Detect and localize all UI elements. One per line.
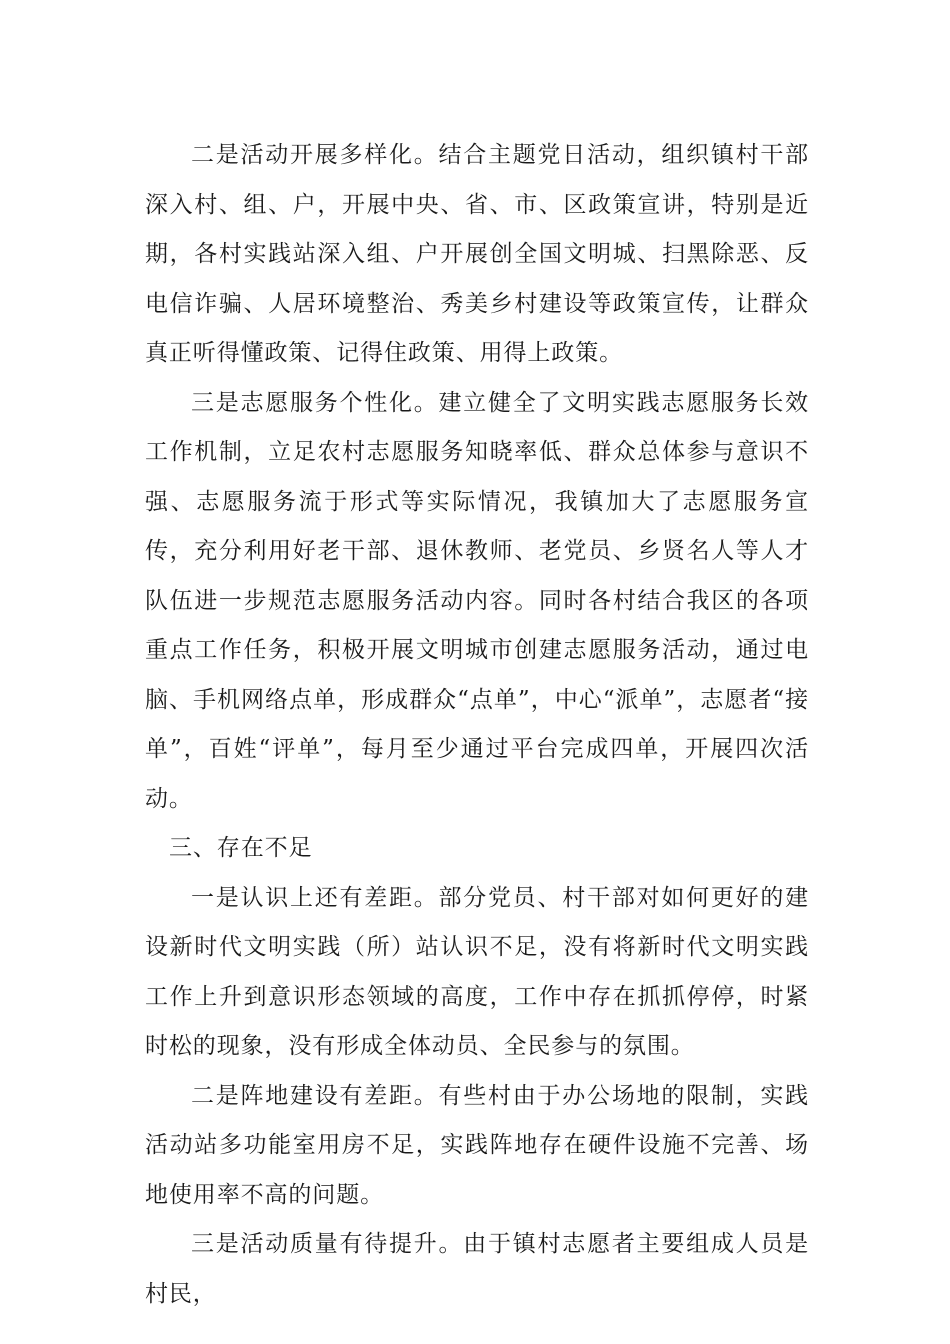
paragraph-shortcoming-awareness: 一是认识上还有差距。部分党员、村干部对如何更好的建设新时代文明实践（所）站认识不足，没有将新时代文明实践工作上升到意识形态领域的高度，工作中存在抓抓停停，时紧时松的现象，没有形成全体动员、全民参与的氛围。	[145, 884, 809, 1059]
paragraph-activities-diversified: 二是活动开展多样化。结合主题党日活动，组织镇村干部深入村、组、户，开展中央、省、市、区政策宣讲，特别是近期，各村实践站深入组、户开展创全国文明城、扫黑除恶、反电信诈骗、人居环境整治、秀美乡村建设等政策宣传，让群众真正听得懂政策、记得住政策、用得上政策。	[145, 142, 809, 366]
section-heading-shortcomings: 三、存在不足	[169, 835, 313, 861]
paragraph-shortcoming-facilities: 二是阵地建设有差距。有些村由于办公场地的限制，实践活动站多功能室用房不足，实践阵地存在硬件设施不完善、场地使用率不高的问题。	[145, 1082, 809, 1208]
paragraph-shortcoming-quality: 三是活动质量有待提升。由于镇村志愿者主要组成人员是村民，	[145, 1231, 809, 1307]
paragraph-volunteer-service: 三是志愿服务个性化。建立健全了文明实践志愿服务长效工作机制，立足农村志愿服务知晓率低、群众总体参与意识不强、志愿服务流于形式等实际情况，我镇加大了志愿服务宣传，充分利用好老干部、退休教师、老党员、乡贤名人等人才队伍进一步规范志愿服务活动内容。同时各村结合我区的各项重点工作任务，积极开展文明城市创建志愿服务活动，通过电脑、手机网络点单，形成群众“点单”，中心“派单”，志愿者“接单”，百姓“评单”，每月至少通过平台完成四单，开展四次活动。	[145, 389, 809, 812]
document-body	[145, 131, 809, 1319]
